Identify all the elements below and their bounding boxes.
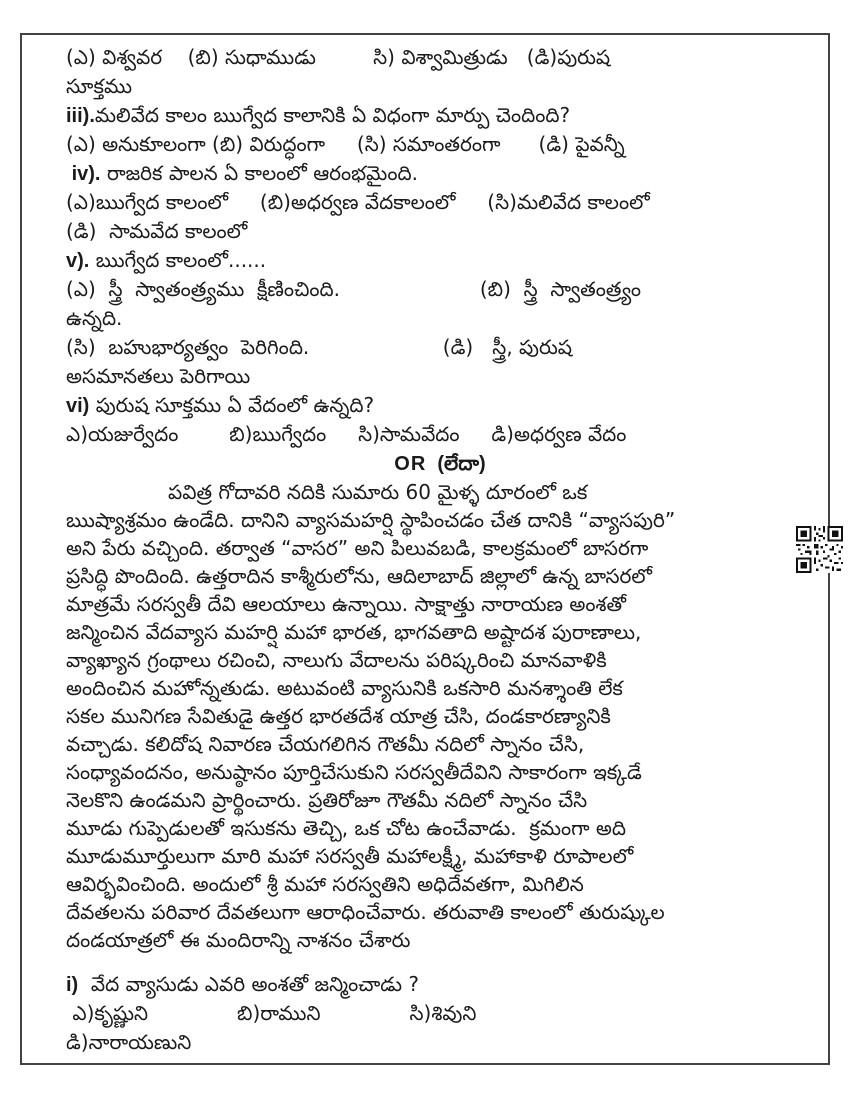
passage-line: సంధ్యావందనం, అనుష్ఠానం పూర్తిచేసుకుని సరస్వతీదేవిని సాకారంగా ఇక్కడే [66, 760, 642, 784]
mcq-line [66, 101, 814, 130]
line-text: (ఎ) స్త్రీ స్వాతంత్ర్యము క్షీణించింది. (బి) స్త్రీ స్వాతంత్ర్యం [66, 277, 642, 301]
or-label-latin: OR [394, 453, 427, 475]
line-text: ఋగ్వేద కాలంలో...... [89, 248, 267, 272]
passage-line: దండయాత్రలో ఈ మందిరాన్ని నాశనం చేశారు [66, 928, 411, 952]
line-text: (ఎ)ఋగ్వేద కాలంలో (బి)అధర్వణ వేదకాలంలో (సి)మలివేద కాలంలో [66, 190, 650, 214]
mcq-line [66, 275, 814, 304]
line-text: మలివేద కాలం ఋగ్వేద కాలానికి ఏ విధంగా మార్పు చెందింది? [94, 103, 571, 127]
or-divider [66, 449, 814, 478]
line-text: డి)నారాయణుని [66, 1030, 192, 1054]
mcq-line [66, 217, 814, 246]
passage-line: మూడుమూర్తులుగా మారి మహా సరస్వతీ మహాలక్ష్మీ, మహాకాళి రూపాలలో [66, 844, 634, 868]
passage-line: ప్రసిద్ధి పొందింది. ఉత్తరాదిన కాశ్మీరులోను, ఆదిలాబాద్ జిల్లాలో ఉన్న బాసరలో [66, 564, 652, 588]
question-number: v). [66, 250, 90, 272]
mcq-line [66, 420, 814, 449]
question-number: iii). [66, 105, 95, 127]
mcq-line [66, 333, 814, 362]
mcq-line [66, 391, 814, 420]
followup-line [66, 970, 814, 999]
passage-line: ఆవిర్భవించింది. అందులో శ్రీ మహా సరస్వతిని అధిదేవతగా, మిగిలిన [66, 872, 584, 896]
passage [66, 478, 814, 954]
followup-question [66, 970, 814, 1057]
line-text: అసమానతలు పెరిగాయి [66, 364, 251, 388]
page-content [66, 43, 814, 1057]
followup-line [66, 999, 814, 1028]
followup-line [66, 1028, 814, 1057]
passage-line: మాత్రమే సరస్వతీ దేవి ఆలయాలు ఉన్నాయి. సాక్షాత్తు నారాయణ అంశతో [66, 592, 627, 616]
qr-code-icon [796, 526, 843, 573]
line-text: (ఎ) విశ్వవర (బి) సుధాముడు సి) విశ్వామిత్రుడు (డి)పురుష [66, 45, 611, 69]
line-text: ఉన్నది. [66, 306, 123, 330]
line-text: (ఎ) అనుకూలంగా (బి) విరుద్ధంగా (సి) సమాంతరంగా (డి) పైవన్నీ [66, 132, 625, 156]
passage-line: జన్మించిన వేదవ్యాస మహర్షి మహా భారత, భాగవతాది అష్టాదశ పురాణాలు, [66, 620, 642, 644]
passage-line: మూడు గుప్పెడులతో ఇసుకను తెచ్చి, ఒక చోట ఉంచేవాడు. క్రమంగా అది [66, 816, 627, 840]
page-border [20, 33, 830, 1065]
question-number: i) [66, 974, 79, 996]
mcq-line [66, 130, 814, 159]
line-text: పురుష సూక్తము ఏ వేదంలో ఉన్నది? [89, 393, 375, 417]
passage-line: ఋష్యాశ్రమం ఉండేది. దానిని వ్యాసమహర్షి స్థాపించడం చేత దానికి “వ్యాసపురి” [66, 508, 676, 532]
mcq-line [66, 159, 814, 188]
mcq-line [66, 246, 814, 275]
question-number: vi) [66, 395, 90, 417]
passage-line: వచ్చాడు. కలిదోష నివారణ చేయగలిగిన గౌతమీ నదిలో స్నానం చేసి, [66, 732, 585, 756]
passage-line: వ్యాఖ్యాన గ్రంథాలు రచించి, నాలుగు వేదాలను పరిష్కరించి మానవాళికి [66, 648, 607, 672]
passage-line: సకల మునిగణ సేవితుడై ఉత్తర భారతదేశ యాత్ర చేసి, దండకారణ్యానికి [66, 704, 611, 728]
mcq-line [66, 72, 814, 101]
line-text: (డి) సామవేద కాలంలో [66, 219, 248, 243]
passage-line: దేవతలను పరివార దేవతలుగా ఆరాధించేవారు. తరువాతి కాలంలో తురుష్కుల [66, 900, 665, 924]
mcq-line [66, 304, 814, 333]
passage-line: అందించిన మహోన్నతుడు. అటువంటి వ్యాసునికి ఒకసారి మనశ్శాంతి లేక [66, 676, 623, 700]
or-label-telugu: (లేదా) [426, 453, 486, 475]
line-text: సూక్తము [66, 74, 133, 98]
line-text: ఎ)కృష్ణుని బి)రాముని సి)శివుని [66, 1001, 477, 1025]
mcq-line [66, 43, 814, 72]
question-number: iv). [66, 163, 101, 185]
passage-line: అని పేరు వచ్చింది. తర్వాత “వాసర” అని పిలువబడి, కాలక్రమంలో బాసరగా [66, 536, 649, 560]
mcq-line [66, 362, 814, 391]
line-text: రాజరిక పాలన ఏ కాలంలో ఆరంభమైంది. [100, 161, 418, 185]
passage-line: నెలకొని ఉండమని ప్రార్థించారు. ప్రతిరోజూ గౌతమీ నదిలో స్నానం చేసి [66, 788, 588, 812]
line-text: ఎ)యజుర్వేదం బి)ఋగ్వేదం సి)సామవేదం డి)అధర్వణ వేదం [66, 422, 627, 446]
mcq-line [66, 188, 814, 217]
passage-line: పవిత్ర గోదావరి నదికి సుమారు 60 మైళ్ళ దూరంలో ఒక [168, 480, 588, 504]
line-text: (సి) బహుభార్యత్వం పెరిగింది. (డి) స్త్రీ, పురుష [66, 335, 573, 359]
line-text: వేద వ్యాసుడు ఎవరి అంశతో జన్మించాడు ? [78, 972, 419, 996]
